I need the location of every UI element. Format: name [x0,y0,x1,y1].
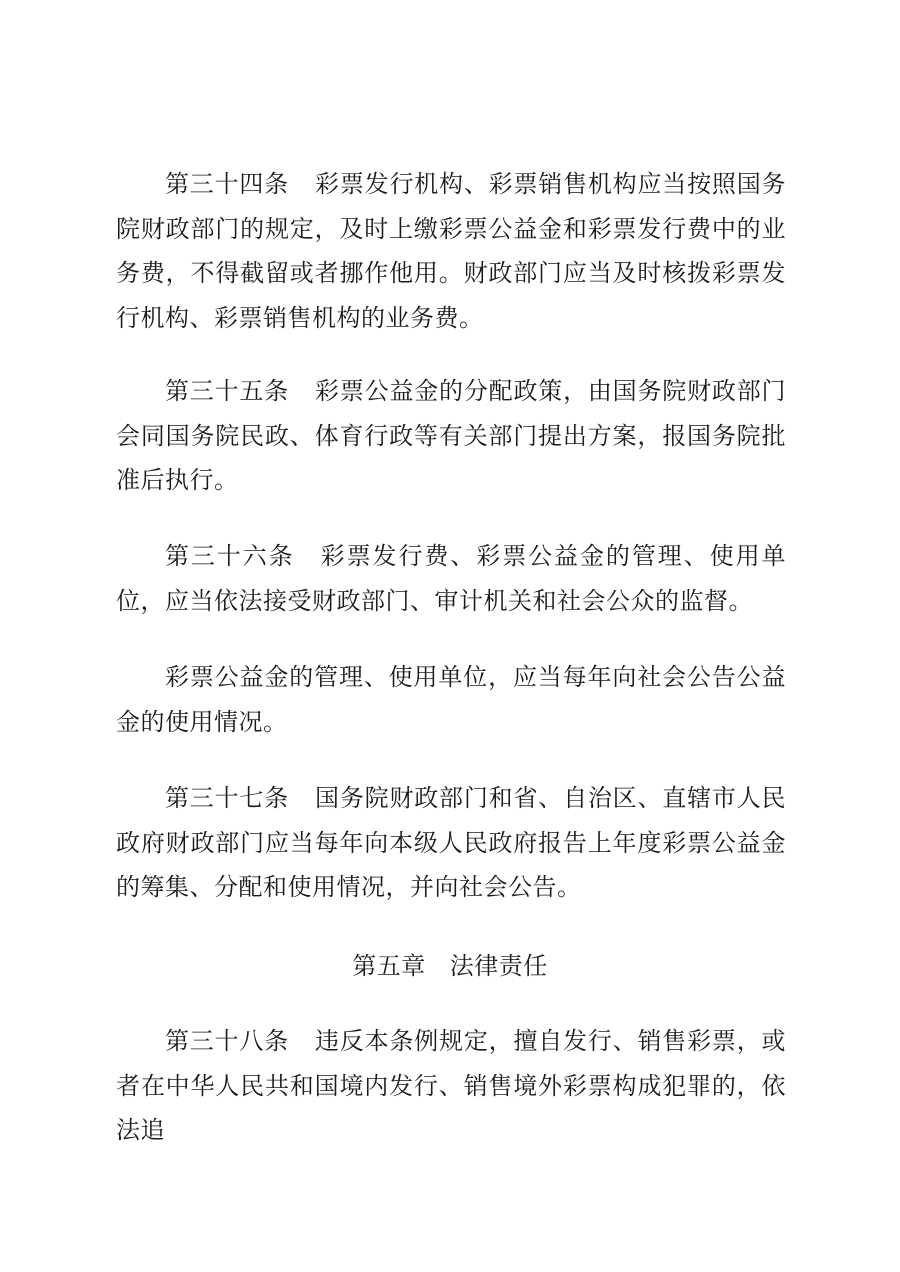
article-34-paragraph [116,162,786,340]
article-34-label: 第三十四条 [165,170,290,198]
article-36-label: 第三十六条 [165,542,295,570]
article-35-label: 第三十五条 [165,377,290,405]
article-36-second-paragraph [116,655,786,744]
article-37-text: 国务院财政部门和省、自治区、直辖市人民政府财政部门应当每年向本级人民政府报告上年度彩票公益金的筹集、分配和使用情况，并向社会公告。 [116,784,787,901]
chapter-number: 第五章 [352,952,426,980]
chapter-title: 法律责任 [449,952,548,980]
article-38-paragraph [116,1019,786,1153]
article-36-second-text: 彩票公益金的管理、使用单位，应当每年向社会公告公益金的使用情况。 [116,663,786,736]
article-38-label: 第三十八条 [165,1027,290,1055]
article-35-text: 彩票公益金的分配政策，由国务院财政部门会同国务院民政、体育行政等有关部门提出方案，报国务院批准后执行。 [116,377,787,494]
article-38-text: 违反本条例规定，擅自发行、销售彩票，或者在中华人民共和国境内发行、销售境外彩票构成犯罪的，依法追 [116,1027,787,1144]
article-37-paragraph [116,776,786,910]
article-36-paragraph [116,534,786,623]
chapter-heading [0,944,900,988]
article-37-label: 第三十七条 [165,784,290,812]
article-35-paragraph [116,369,786,503]
article-36-text: 彩票发行费、彩票公益金的管理、使用单位，应当依法接受财政部门、审计机关和社会公众的监督。 [116,542,787,615]
article-34-text: 彩票发行机构、彩票销售机构应当按照国务院财政部门的规定，及时上缴彩票公益金和彩票发行费中的业务费，不得截留或者挪作他用。财政部门应当及时核拨彩票发行机构、彩票销售机构的业务费。 [116,170,787,332]
